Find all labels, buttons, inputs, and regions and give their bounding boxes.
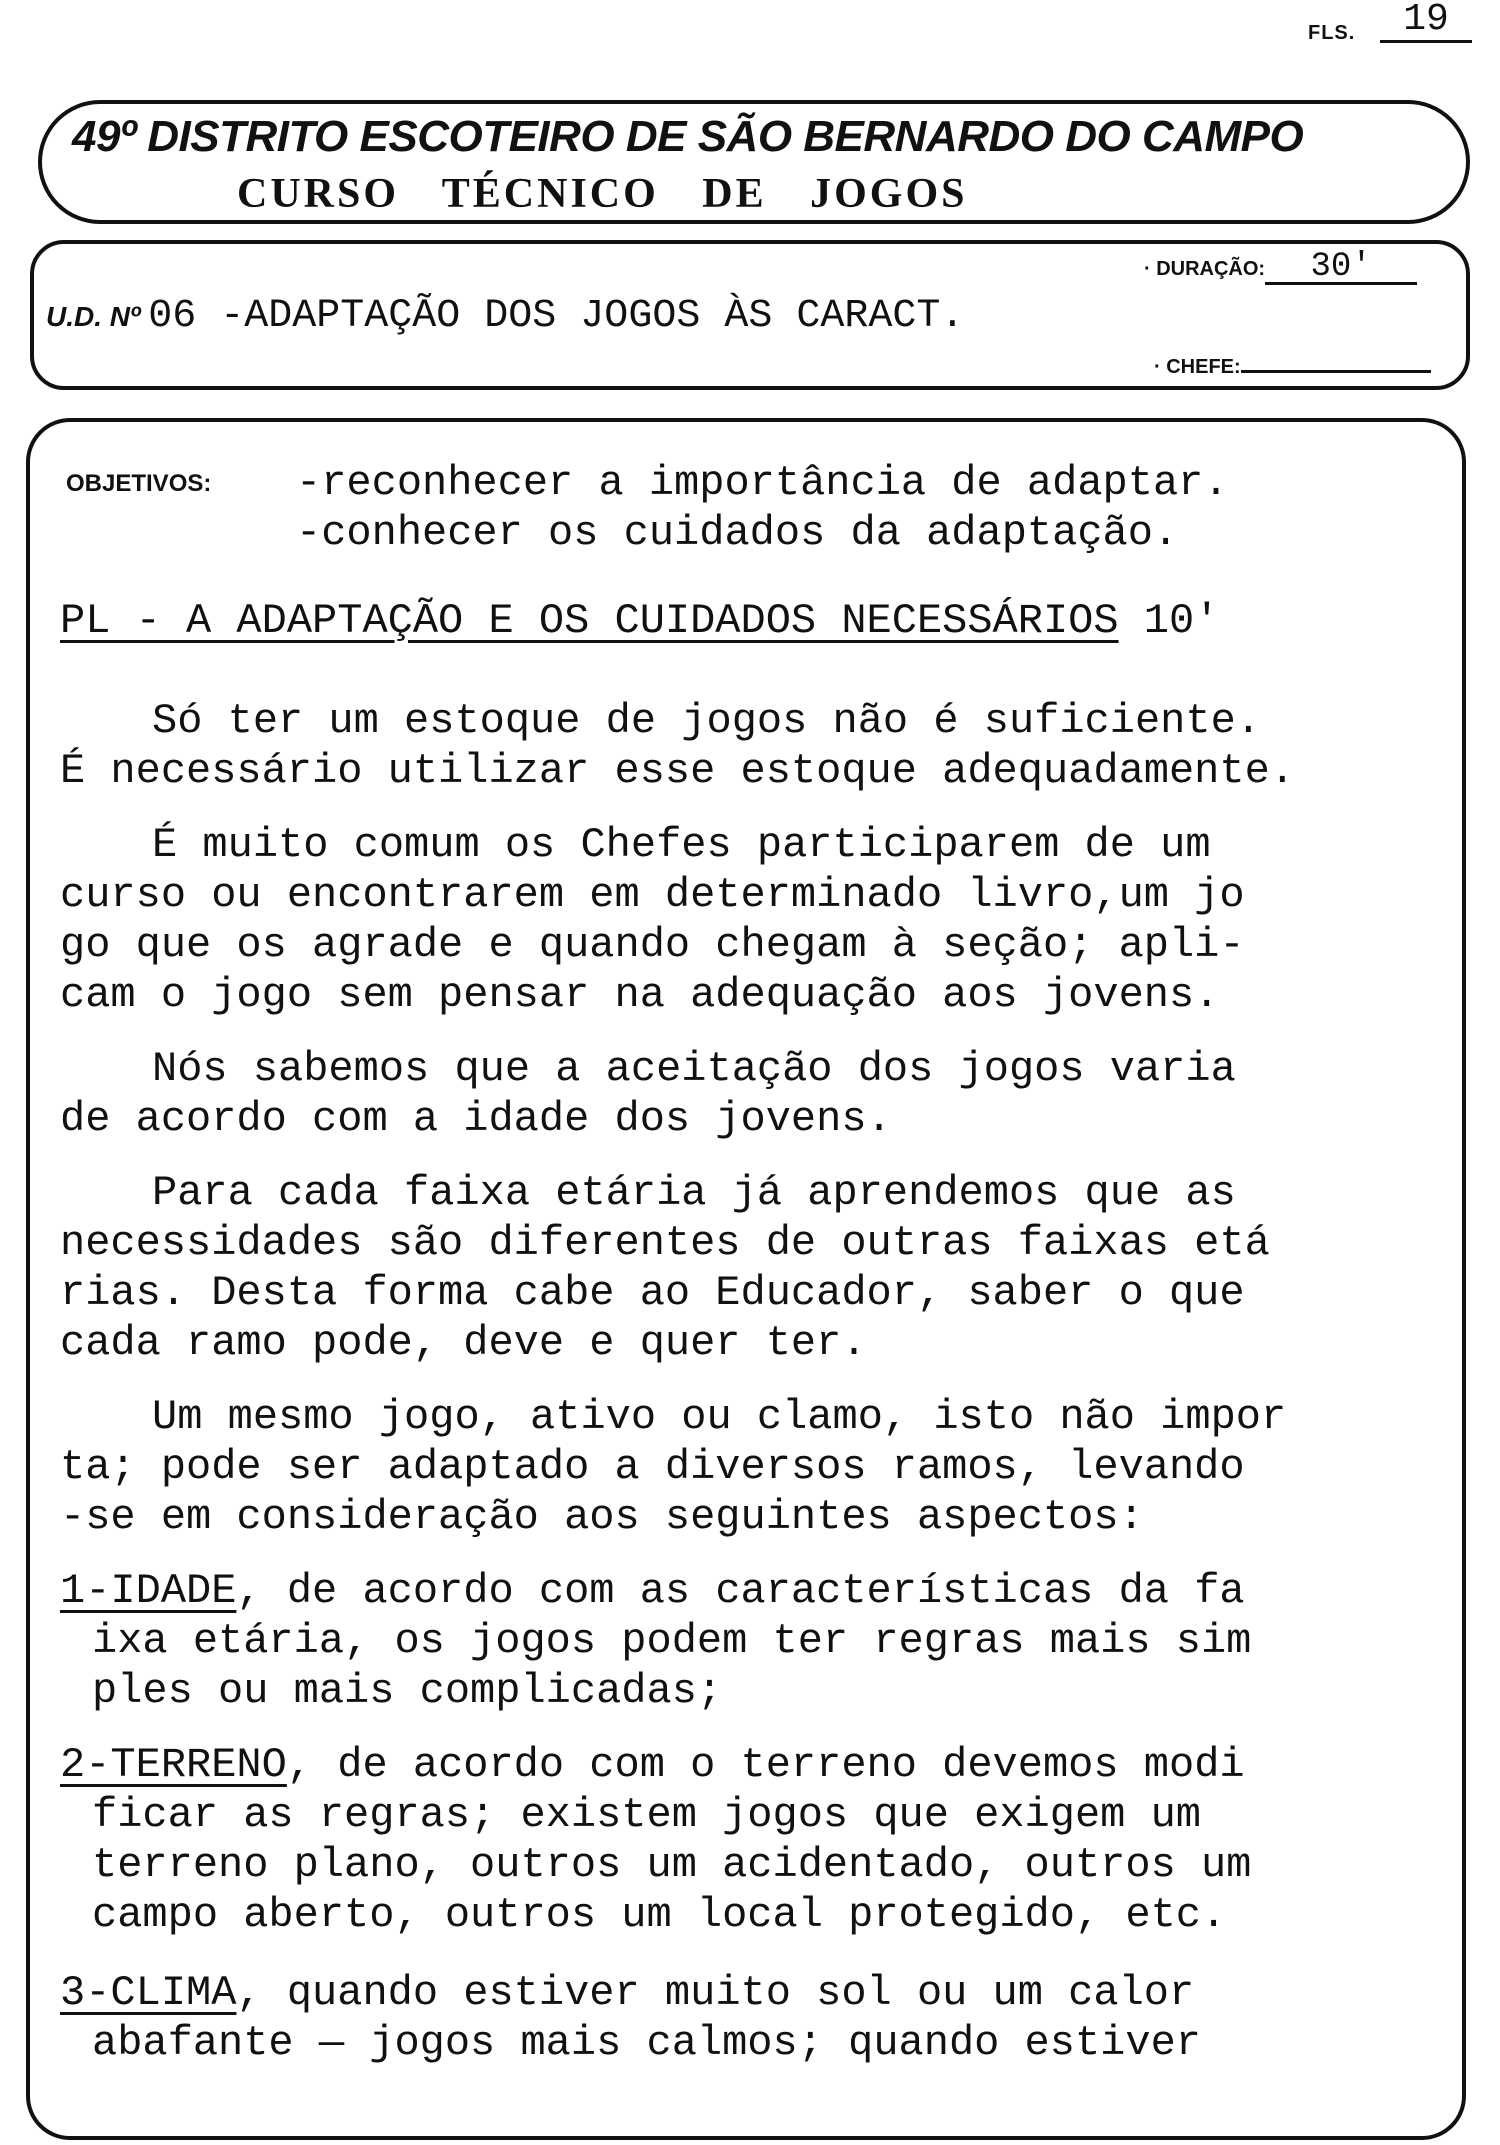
paragraph-line: É muito comum os Chefes participarem de um — [152, 821, 1211, 869]
section-heading — [60, 596, 1219, 646]
item-term: 2-TERRENO — [60, 1741, 287, 1789]
duration-value: 30' — [1265, 252, 1417, 285]
chefe-value — [1241, 348, 1431, 373]
unit-text: 06 -ADAPTAÇÃO DOS JOGOS ÀS CARACT. — [148, 294, 965, 339]
paragraph-line: rias. Desta forma cabe ao Educador, saber o que — [60, 1269, 1245, 1317]
item-term: 3-CLIMA — [60, 1969, 237, 2017]
paragraph-line: curso ou encontrarem em determinado livro,um jo — [60, 871, 1245, 919]
paragraph-line: Um mesmo jogo, ativo ou clamo, isto não impor — [152, 1393, 1287, 1441]
paragraph-line: Nós sabemos que a aceitação dos jogos varia — [152, 1045, 1236, 1093]
paragraph-line: É necessário utilizar esse estoque adequadamente. — [60, 747, 1296, 795]
header-title: 49º DISTRITO ESCOTEIRO DE SÃO BERNARDO DO CAMPO — [72, 112, 1304, 161]
unit-line — [46, 294, 964, 339]
paragraph-line: cam o jogo sem pensar na adequação aos jovens. — [60, 971, 1220, 1019]
chefe-field — [1154, 348, 1431, 379]
objectives-label: OBJETIVOS: — [66, 470, 212, 497]
paragraph — [60, 696, 1295, 796]
unit-box — [30, 240, 1470, 390]
paragraph-line: cada ramo pode, deve e quer ter. — [60, 1319, 867, 1367]
item-line: ixa etária, os jogos podem ter regras mais sim — [92, 1617, 1252, 1665]
list-item — [60, 1968, 1201, 2068]
header-subtitle: CURSO TÉCNICO DE JOGOS — [237, 171, 968, 217]
paragraph-line: -se em consideração aos seguintes aspectos: — [60, 1493, 1144, 1541]
list-item — [60, 1566, 1251, 1716]
paragraph — [60, 1044, 1236, 1144]
paragraph-line: necessidades são diferentes de outras faixas etá — [60, 1219, 1270, 1267]
page-number — [1308, 0, 1478, 48]
page-number-label: FLS. — [1308, 22, 1356, 44]
item-term: 1-IDADE — [60, 1567, 237, 1615]
item-line: ples ou mais complicadas; — [92, 1667, 723, 1715]
paragraph-line: Para cada faixa etária já aprendemos que as — [152, 1169, 1236, 1217]
item-line: abafante — jogos mais calmos; quando estiver — [92, 2019, 1201, 2067]
duration-field — [1144, 248, 1417, 286]
paragraph-line: de acordo com a idade dos jovens. — [60, 1095, 892, 1143]
duration-label: · DURAÇÃO: — [1144, 258, 1266, 280]
item-line: campo aberto, outros um local protegido, etc. — [92, 1891, 1227, 1939]
chefe-label: · CHEFE: — [1154, 356, 1241, 378]
item-text: , quando estiver muito sol ou um calor — [236, 1969, 1195, 2017]
item-line: terreno plano, outros um acidentado, outros um — [92, 1841, 1252, 1889]
objective-item: -reconhecer a importância de adaptar. — [296, 459, 1229, 507]
paragraph — [60, 1168, 1270, 1368]
item-text: , de acordo com as características da fa — [236, 1567, 1245, 1615]
section-heading-text: PL - A ADAPTAÇÃO E OS CUIDADOS NECESSÁRIOS — [60, 597, 1119, 645]
header-box — [38, 100, 1470, 224]
paragraph — [60, 820, 1245, 1020]
page-number-value: 19 — [1380, 0, 1472, 43]
objective-item: -conhecer os cuidados da adaptação. — [296, 509, 1179, 557]
paragraph-line: ta; pode ser adaptado a diversos ramos, levando — [60, 1443, 1245, 1491]
unit-label: U.D. Nº — [46, 301, 141, 332]
paragraph-line: go que os agrade e quando chegam à seção; apli- — [60, 921, 1245, 969]
paragraph-line: Só ter um estoque de jogos não é suficiente. — [152, 697, 1261, 745]
list-item — [60, 1740, 1251, 1940]
item-line: ficar as regras; existem jogos que exigem um — [92, 1791, 1201, 1839]
item-text: , de acordo com o terreno devemos modi — [286, 1741, 1245, 1789]
section-duration: 10' — [1143, 597, 1220, 645]
paragraph — [60, 1392, 1286, 1542]
content-box — [26, 418, 1466, 2140]
